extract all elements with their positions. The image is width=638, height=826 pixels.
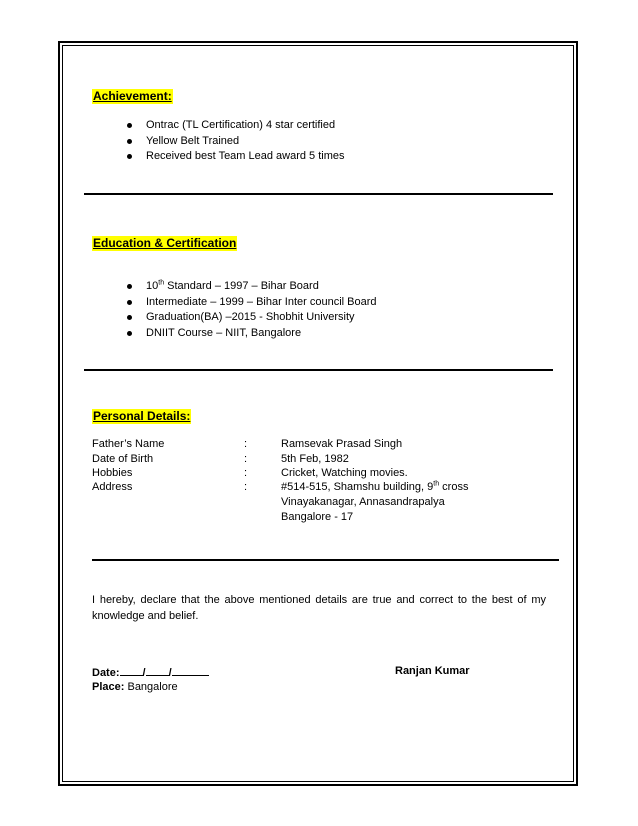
date-separator: / (168, 667, 172, 679)
list-item: Intermediate – 1999 – Bihar Inter council Board (127, 295, 377, 311)
date-separator: / (142, 667, 146, 679)
personal-heading: Personal Details: (93, 409, 191, 423)
separator: : (244, 438, 248, 450)
declaration-text: I hereby, declare that the above mentioned details are true and correct to the best of my knowledge and belief. (92, 594, 546, 622)
date-day-blank (120, 664, 143, 676)
place-value: Bangalore (124, 681, 178, 693)
section-divider (84, 369, 553, 371)
bullet-icon (127, 123, 132, 128)
achievement-heading: Achievement: (93, 89, 172, 103)
date-line (92, 664, 209, 680)
address-value: #514-515, Shamshu building, 9th cross (281, 480, 469, 493)
list-item: Ontrac (TL Certification) 4 star certified (127, 118, 345, 134)
father-name-label: Father’s Name (92, 438, 165, 450)
address-line: Vinayakanagar, Annasandrapalya (281, 496, 445, 508)
list-item: Received best Team Lead award 5 times (127, 149, 345, 165)
list-item: DNIIT Course – NIIT, Bangalore (127, 326, 377, 342)
father-name-value: Ramsevak Prasad Singh (281, 438, 403, 450)
section-divider (84, 193, 553, 195)
address-label: Address (92, 481, 133, 493)
separator: : (244, 481, 248, 493)
hobbies-value: Cricket, Watching movies. (281, 467, 408, 479)
separator: : (244, 467, 248, 479)
address-line: Bangalore - 17 (281, 511, 354, 523)
dob-label: Date of Birth (92, 453, 154, 465)
signature-name: Ranjan Kumar (395, 665, 470, 677)
bullet-icon (127, 154, 132, 159)
hobbies-label: Hobbies (92, 467, 133, 479)
dob-value: 5th Feb, 1982 (281, 453, 349, 465)
date-month-blank (146, 664, 169, 676)
date-label: Date: (92, 667, 120, 679)
list-item: 10th Standard – 1997 – Bihar Board (127, 279, 377, 295)
separator: : (244, 453, 248, 465)
achievement-list (127, 118, 345, 165)
bullet-icon (127, 300, 132, 305)
education-list (127, 279, 377, 341)
bullet-icon (127, 139, 132, 144)
section-divider (92, 559, 559, 561)
date-year-blank (172, 664, 209, 676)
bullet-icon (127, 284, 132, 289)
place-line (92, 680, 178, 694)
list-item: Yellow Belt Trained (127, 134, 345, 150)
list-item: Graduation(BA) –2015 - Shobhit University (127, 310, 377, 326)
place-label: Place: (92, 681, 125, 693)
education-heading: Education & Certification (93, 236, 237, 250)
bullet-icon (127, 315, 132, 320)
bullet-icon (127, 331, 132, 336)
